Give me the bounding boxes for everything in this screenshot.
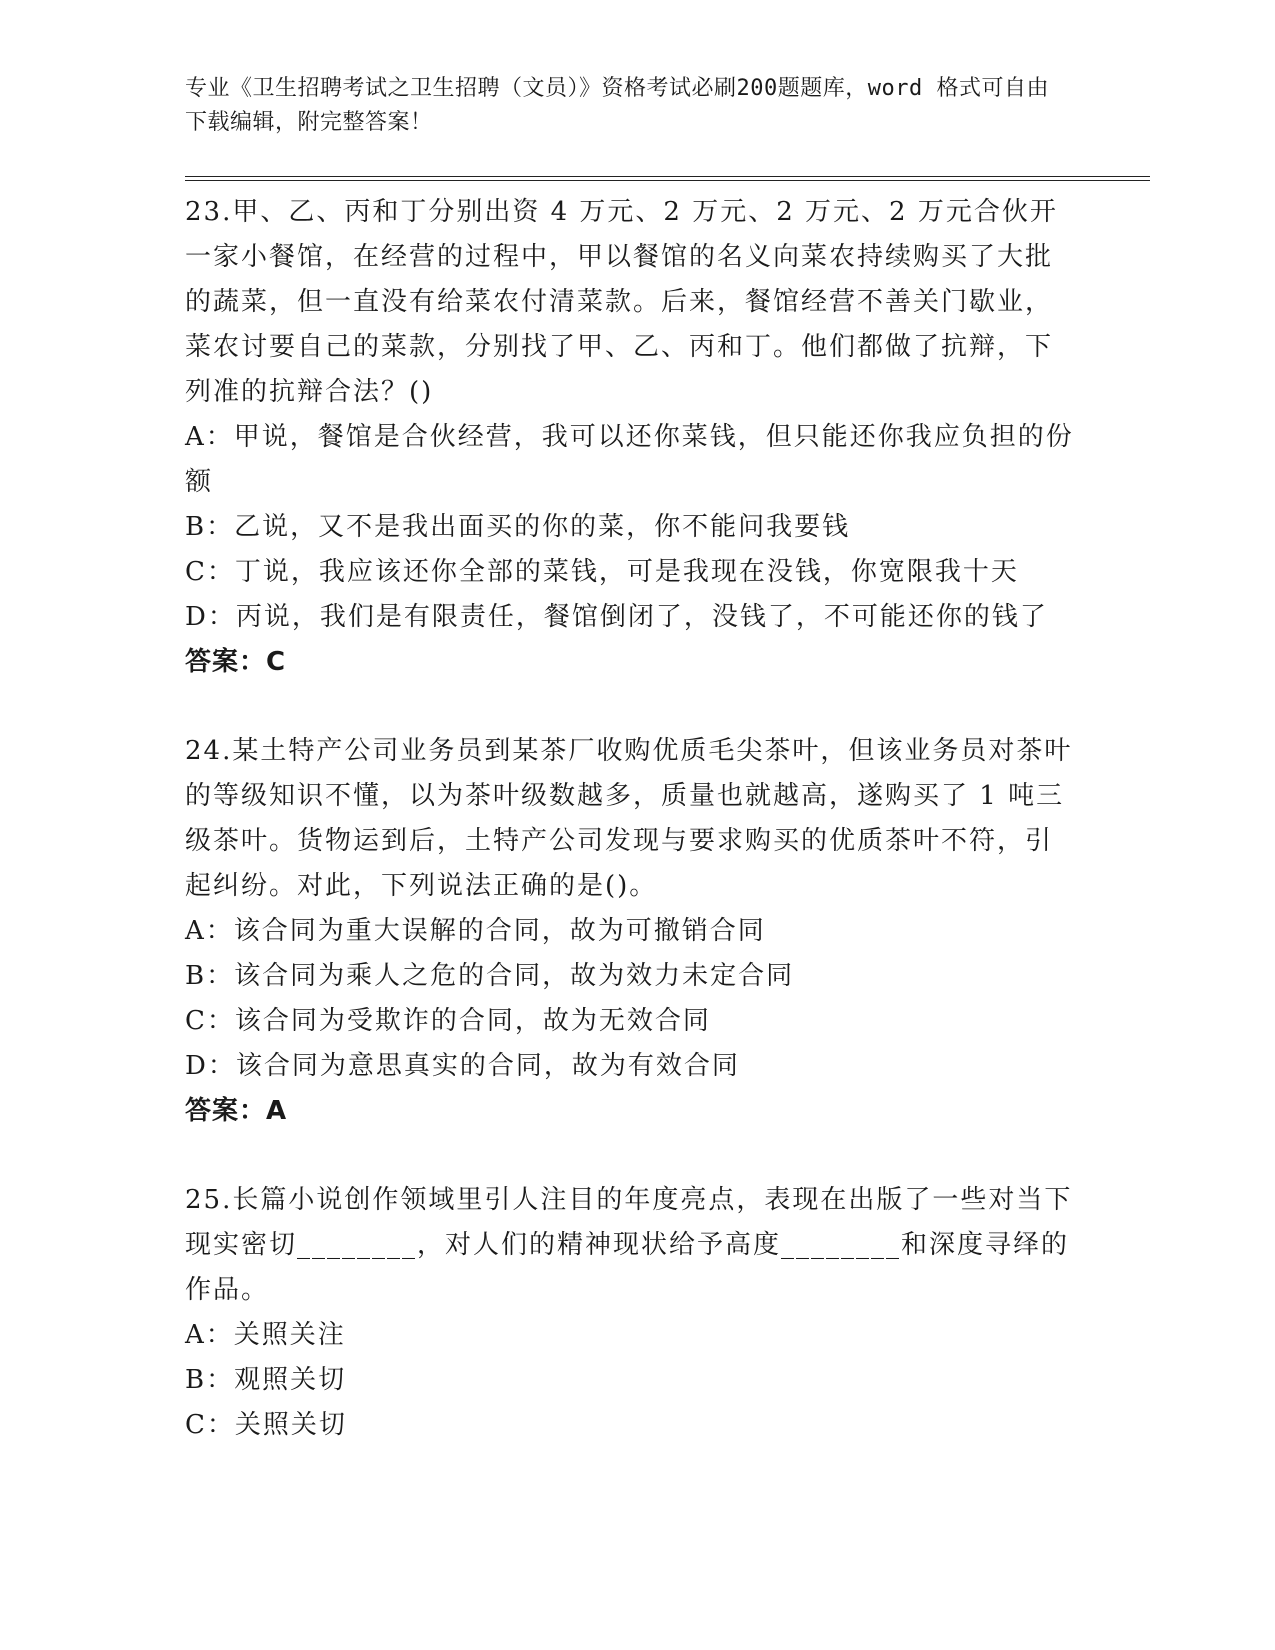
page-header xyxy=(185,72,1065,140)
question-stem: 25.长篇小说创作领域里引人注目的年度亮点，表现在出版了一些对当下现实密切________，对人们的精神现状给予高度________和深度寻绎的作品。 xyxy=(185,1185,1073,1305)
option-a: A：甲说，餐馆是合伙经营，我可以还你菜钱，但只能还你我应负担的份额 xyxy=(185,422,1074,497)
question-stem: 23.甲、乙、丙和丁分别出资 4 万元、2 万元、2 万元、2 万元合伙开一家小餐馆，在经营的过程中，甲以餐馆的名义向菜农持续购买了大批的蔬菜，但一直没有给菜农付清菜款。后来，餐馆经营不善关门歇业，菜农讨要自己的菜款，分别找了甲、乙、丙和丁。他们都做了抗辩，下列准的抗辩合法？() xyxy=(185,197,1058,407)
option-d: D：该合同为意思真实的合同，故为有效合同 xyxy=(185,1051,740,1081)
option-b: B：观照关切 xyxy=(185,1365,347,1395)
question-stem: 24.某土特产公司业务员到某茶厂收购优质毛尖茶叶，但该业务员对茶叶的等级知识不懂，以为茶叶级数越多，质量也就越高，遂购买了 1 吨三级茶叶。货物运到后，土特产公司发现与要求购买的优质茶叶不符，引起纠纷。对此，下列说法正确的是()。 xyxy=(185,736,1073,901)
answer-label: 答案：A xyxy=(185,1096,288,1126)
document-title: 专业《卫生招聘考试之卫生招聘（文员）》资格考试必刷200题题库，word 格式可自由下载编辑，附完整答案！ xyxy=(185,76,1049,135)
option-a: A：关照关注 xyxy=(185,1320,346,1350)
option-c: C：关照关切 xyxy=(185,1410,347,1440)
option-a: A：该合同为重大误解的合同，故为可撤销合同 xyxy=(185,916,766,946)
header-divider xyxy=(185,176,1150,181)
question-23 xyxy=(185,190,1075,685)
answer-label: 答案：C xyxy=(185,647,287,677)
option-b: B：乙说，又不是我出面买的你的菜，你不能问我要钱 xyxy=(185,512,851,542)
question-list xyxy=(185,190,1075,1492)
option-b: B：该合同为乘人之危的合同，故为效力未定合同 xyxy=(185,961,795,991)
question-24 xyxy=(185,729,1075,1134)
option-c: C：丁说，我应该还你全部的菜钱，可是我现在没钱，你宽限我十天 xyxy=(185,557,1019,587)
option-c: C：该合同为受欺诈的合同，故为无效合同 xyxy=(185,1006,711,1036)
option-d: D：丙说，我们是有限责任，餐馆倒闭了，没钱了，不可能还你的钱了 xyxy=(185,602,1048,632)
question-25 xyxy=(185,1178,1075,1448)
